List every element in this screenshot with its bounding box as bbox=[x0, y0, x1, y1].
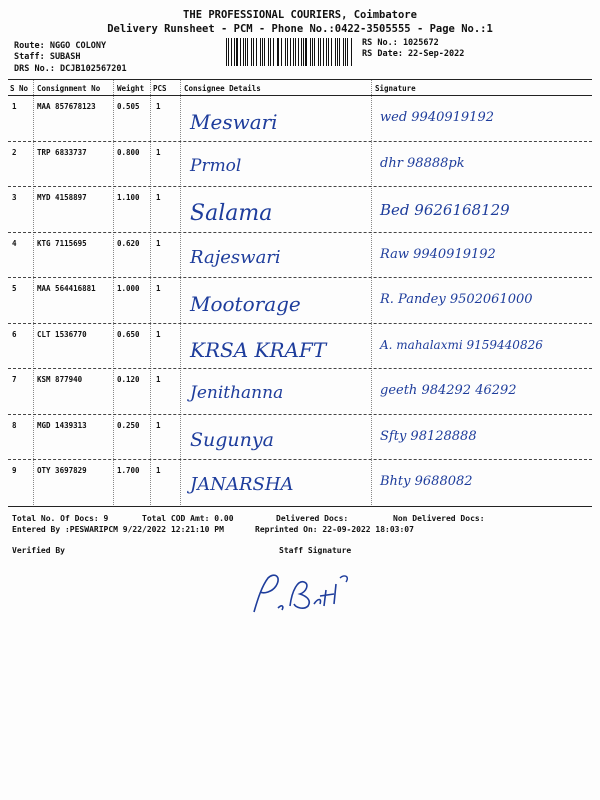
row-signature-handwritten: A. mahalaxmi 9159440826 bbox=[380, 337, 543, 352]
non-delivered-docs: Non Delivered Docs: bbox=[393, 514, 485, 523]
total-docs: Total No. Of Docs: 9 bbox=[12, 514, 109, 523]
barcode-bar bbox=[256, 38, 258, 66]
barcode-bar bbox=[236, 38, 238, 66]
barcode-bar bbox=[326, 38, 327, 66]
rs-date: RS Date: 22-Sep-2022 bbox=[362, 49, 465, 59]
barcode-bar bbox=[331, 38, 333, 66]
row-consignment-no: MAA 857678123 bbox=[37, 102, 96, 111]
barcode-bar bbox=[247, 38, 248, 66]
row-consignee-handwritten: Rajeswari bbox=[190, 246, 281, 268]
barcode-bar bbox=[305, 38, 307, 66]
row-consignment-no: MYD 4158897 bbox=[37, 193, 87, 202]
row-weight: 1.700 bbox=[117, 466, 140, 475]
row-consignee-handwritten: Sugunya bbox=[190, 428, 274, 451]
col-divider bbox=[371, 80, 372, 505]
rs-number: RS No.: 1025672 bbox=[362, 38, 439, 48]
row-pcs: 1 bbox=[156, 466, 161, 475]
row-signature-handwritten: dhr 98888pk bbox=[380, 155, 465, 171]
barcode-bar bbox=[310, 38, 311, 66]
row-consignment-no: CLT 1536770 bbox=[37, 329, 87, 339]
row-consignee-handwritten: Jenithanna bbox=[190, 383, 284, 403]
row-signature-handwritten: Bhty 9688082 bbox=[380, 474, 473, 489]
barcode-bar bbox=[226, 38, 227, 66]
row-divider bbox=[8, 232, 592, 233]
barcode-bar bbox=[318, 38, 319, 66]
row-divider bbox=[8, 141, 592, 142]
row-sno: 7 bbox=[12, 375, 17, 384]
barcode-bar bbox=[264, 38, 265, 66]
row-consignment-no: MAA 564416881 bbox=[37, 284, 96, 293]
row-signature-handwritten: geeth 984292 46292 bbox=[380, 383, 517, 398]
barcode-bar bbox=[320, 38, 321, 66]
col-sno: S No bbox=[10, 84, 29, 93]
row-consignee-handwritten: Meswari bbox=[190, 110, 278, 134]
row-sno: 1 bbox=[12, 102, 17, 111]
barcode-bar bbox=[295, 38, 296, 66]
row-consignment-no: OTY 3697829 bbox=[37, 466, 87, 475]
verified-by-label: Verified By bbox=[12, 546, 65, 555]
col-divider bbox=[150, 80, 151, 505]
barcode-bar bbox=[278, 38, 279, 66]
row-consignment-no: KTG 7115695 bbox=[37, 238, 87, 248]
barcode-bar bbox=[245, 38, 246, 66]
row-consignee-handwritten: Prmol bbox=[190, 155, 242, 176]
row-weight: 1.100 bbox=[117, 193, 140, 202]
barcode-bar bbox=[281, 38, 283, 66]
row-consignment-no: KSM 877940 bbox=[37, 375, 83, 384]
row-sno: 3 bbox=[12, 193, 17, 202]
delivered-docs: Delivered Docs: bbox=[276, 514, 349, 523]
barcode-bar bbox=[328, 38, 329, 66]
row-consignee-handwritten: Mootorage bbox=[190, 292, 301, 316]
row-weight: 0.620 bbox=[117, 238, 140, 248]
entered-by: Entered By :PESWARIPCM 9/22/2022 12:21:10 PM bbox=[12, 525, 224, 534]
row-divider bbox=[8, 277, 592, 278]
route-label: Route: NGGO COLONY bbox=[14, 41, 107, 51]
row-signature-handwritten: wed 9940919192 bbox=[380, 110, 494, 125]
row-pcs: 1 bbox=[156, 147, 161, 157]
row-pcs: 1 bbox=[156, 284, 161, 293]
reprinted-on: Reprinted On: 22-09-2022 18:03:07 bbox=[255, 525, 414, 534]
barcode-bar bbox=[268, 38, 269, 66]
barcode-bar bbox=[339, 38, 340, 66]
row-weight: 0.250 bbox=[117, 420, 140, 430]
barcode-bar bbox=[243, 38, 244, 66]
barcode-bar bbox=[253, 38, 254, 66]
barcode-bar bbox=[312, 38, 313, 66]
barcode-bar bbox=[285, 38, 286, 66]
row-sno: 4 bbox=[12, 238, 17, 248]
row-signature-handwritten: Sfty 98128888 bbox=[380, 428, 477, 444]
drs-number: DRS No.: DCJB102567201 bbox=[14, 64, 127, 74]
row-sno: 2 bbox=[12, 147, 17, 157]
staff-signature-mark bbox=[248, 568, 358, 618]
col-pcs: PCS bbox=[153, 84, 167, 93]
col-consignee: Consignee Details bbox=[184, 84, 261, 93]
row-sno: 5 bbox=[12, 284, 17, 293]
barcode-bar bbox=[270, 38, 271, 66]
barcode-bar bbox=[351, 38, 352, 66]
row-pcs: 1 bbox=[156, 375, 161, 384]
staff-signature-label: Staff Signature bbox=[279, 546, 352, 555]
barcode-bar bbox=[287, 38, 288, 66]
row-divider bbox=[8, 368, 592, 369]
row-pcs: 1 bbox=[156, 329, 161, 339]
total-cod: Total COD Amt: 0.00 bbox=[142, 514, 234, 523]
row-consignment-no: TRP 6833737 bbox=[37, 147, 87, 157]
table-top-rule bbox=[8, 79, 592, 80]
staff-signature-drawing bbox=[248, 568, 358, 618]
row-weight: 0.120 bbox=[117, 375, 140, 384]
header-rule bbox=[8, 95, 592, 96]
barcode-bar bbox=[231, 38, 232, 66]
barcode-bar bbox=[335, 38, 336, 66]
barcode-bar bbox=[262, 38, 263, 66]
barcode-bar bbox=[251, 38, 252, 66]
row-consignment-no: MGD 1439313 bbox=[37, 420, 87, 430]
table-bottom-rule bbox=[8, 506, 592, 507]
row-sno: 8 bbox=[12, 420, 17, 430]
col-consignment: Consignment No bbox=[37, 84, 101, 93]
row-weight: 0.505 bbox=[117, 102, 140, 111]
col-signature: Signature bbox=[375, 84, 416, 93]
barcode-bar bbox=[301, 38, 302, 66]
row-pcs: 1 bbox=[156, 102, 161, 111]
barcode-bar bbox=[290, 38, 291, 66]
row-signature-handwritten: Raw 9940919192 bbox=[380, 246, 496, 262]
col-weight: Weight bbox=[117, 84, 145, 93]
row-signature-handwritten: Bed 9626168129 bbox=[380, 201, 510, 219]
row-consignee-handwritten: Salama bbox=[190, 201, 273, 226]
barcode-bar bbox=[298, 38, 299, 66]
row-weight: 1.000 bbox=[117, 284, 140, 293]
barcode-bar bbox=[234, 38, 235, 66]
barcode-bar bbox=[293, 38, 294, 66]
row-weight: 0.650 bbox=[117, 329, 140, 339]
barcode-bar bbox=[337, 38, 338, 66]
barcode-bar bbox=[303, 38, 304, 66]
row-pcs: 1 bbox=[156, 238, 161, 248]
row-sno: 9 bbox=[12, 466, 17, 475]
row-sno: 6 bbox=[12, 329, 17, 339]
document-subtitle: Delivery Runsheet - PCM - Phone No.:0422-3505555 - Page No.:1 bbox=[107, 23, 493, 35]
barcode-bar bbox=[240, 38, 241, 66]
barcode-bar bbox=[343, 38, 344, 66]
row-pcs: 1 bbox=[156, 193, 161, 202]
barcode-bar bbox=[228, 38, 229, 66]
row-divider bbox=[8, 186, 592, 187]
row-divider bbox=[8, 459, 592, 460]
row-pcs: 1 bbox=[156, 420, 161, 430]
row-divider bbox=[8, 414, 592, 415]
barcode-bar bbox=[323, 38, 324, 66]
row-divider bbox=[8, 323, 592, 324]
col-divider bbox=[113, 80, 114, 505]
row-signature-handwritten: R. Pandey 9502061000 bbox=[380, 292, 533, 307]
barcode-bar bbox=[260, 38, 261, 66]
barcode-bar bbox=[273, 38, 274, 66]
staff-label: Staff: SUBASH bbox=[14, 52, 81, 62]
barcode-bar bbox=[277, 38, 278, 66]
barcode-bar bbox=[345, 38, 346, 66]
barcode bbox=[226, 38, 353, 66]
row-consignee-handwritten: JANARSHA bbox=[190, 474, 294, 495]
col-divider bbox=[33, 80, 34, 505]
col-divider bbox=[180, 80, 181, 505]
barcode-bar bbox=[314, 38, 315, 66]
document-title: THE PROFESSIONAL COURIERS, Coimbatore bbox=[183, 9, 417, 21]
barcode-bar bbox=[347, 38, 348, 66]
row-weight: 0.800 bbox=[117, 147, 140, 157]
row-consignee-handwritten: KRSA KRAFT bbox=[190, 337, 327, 362]
